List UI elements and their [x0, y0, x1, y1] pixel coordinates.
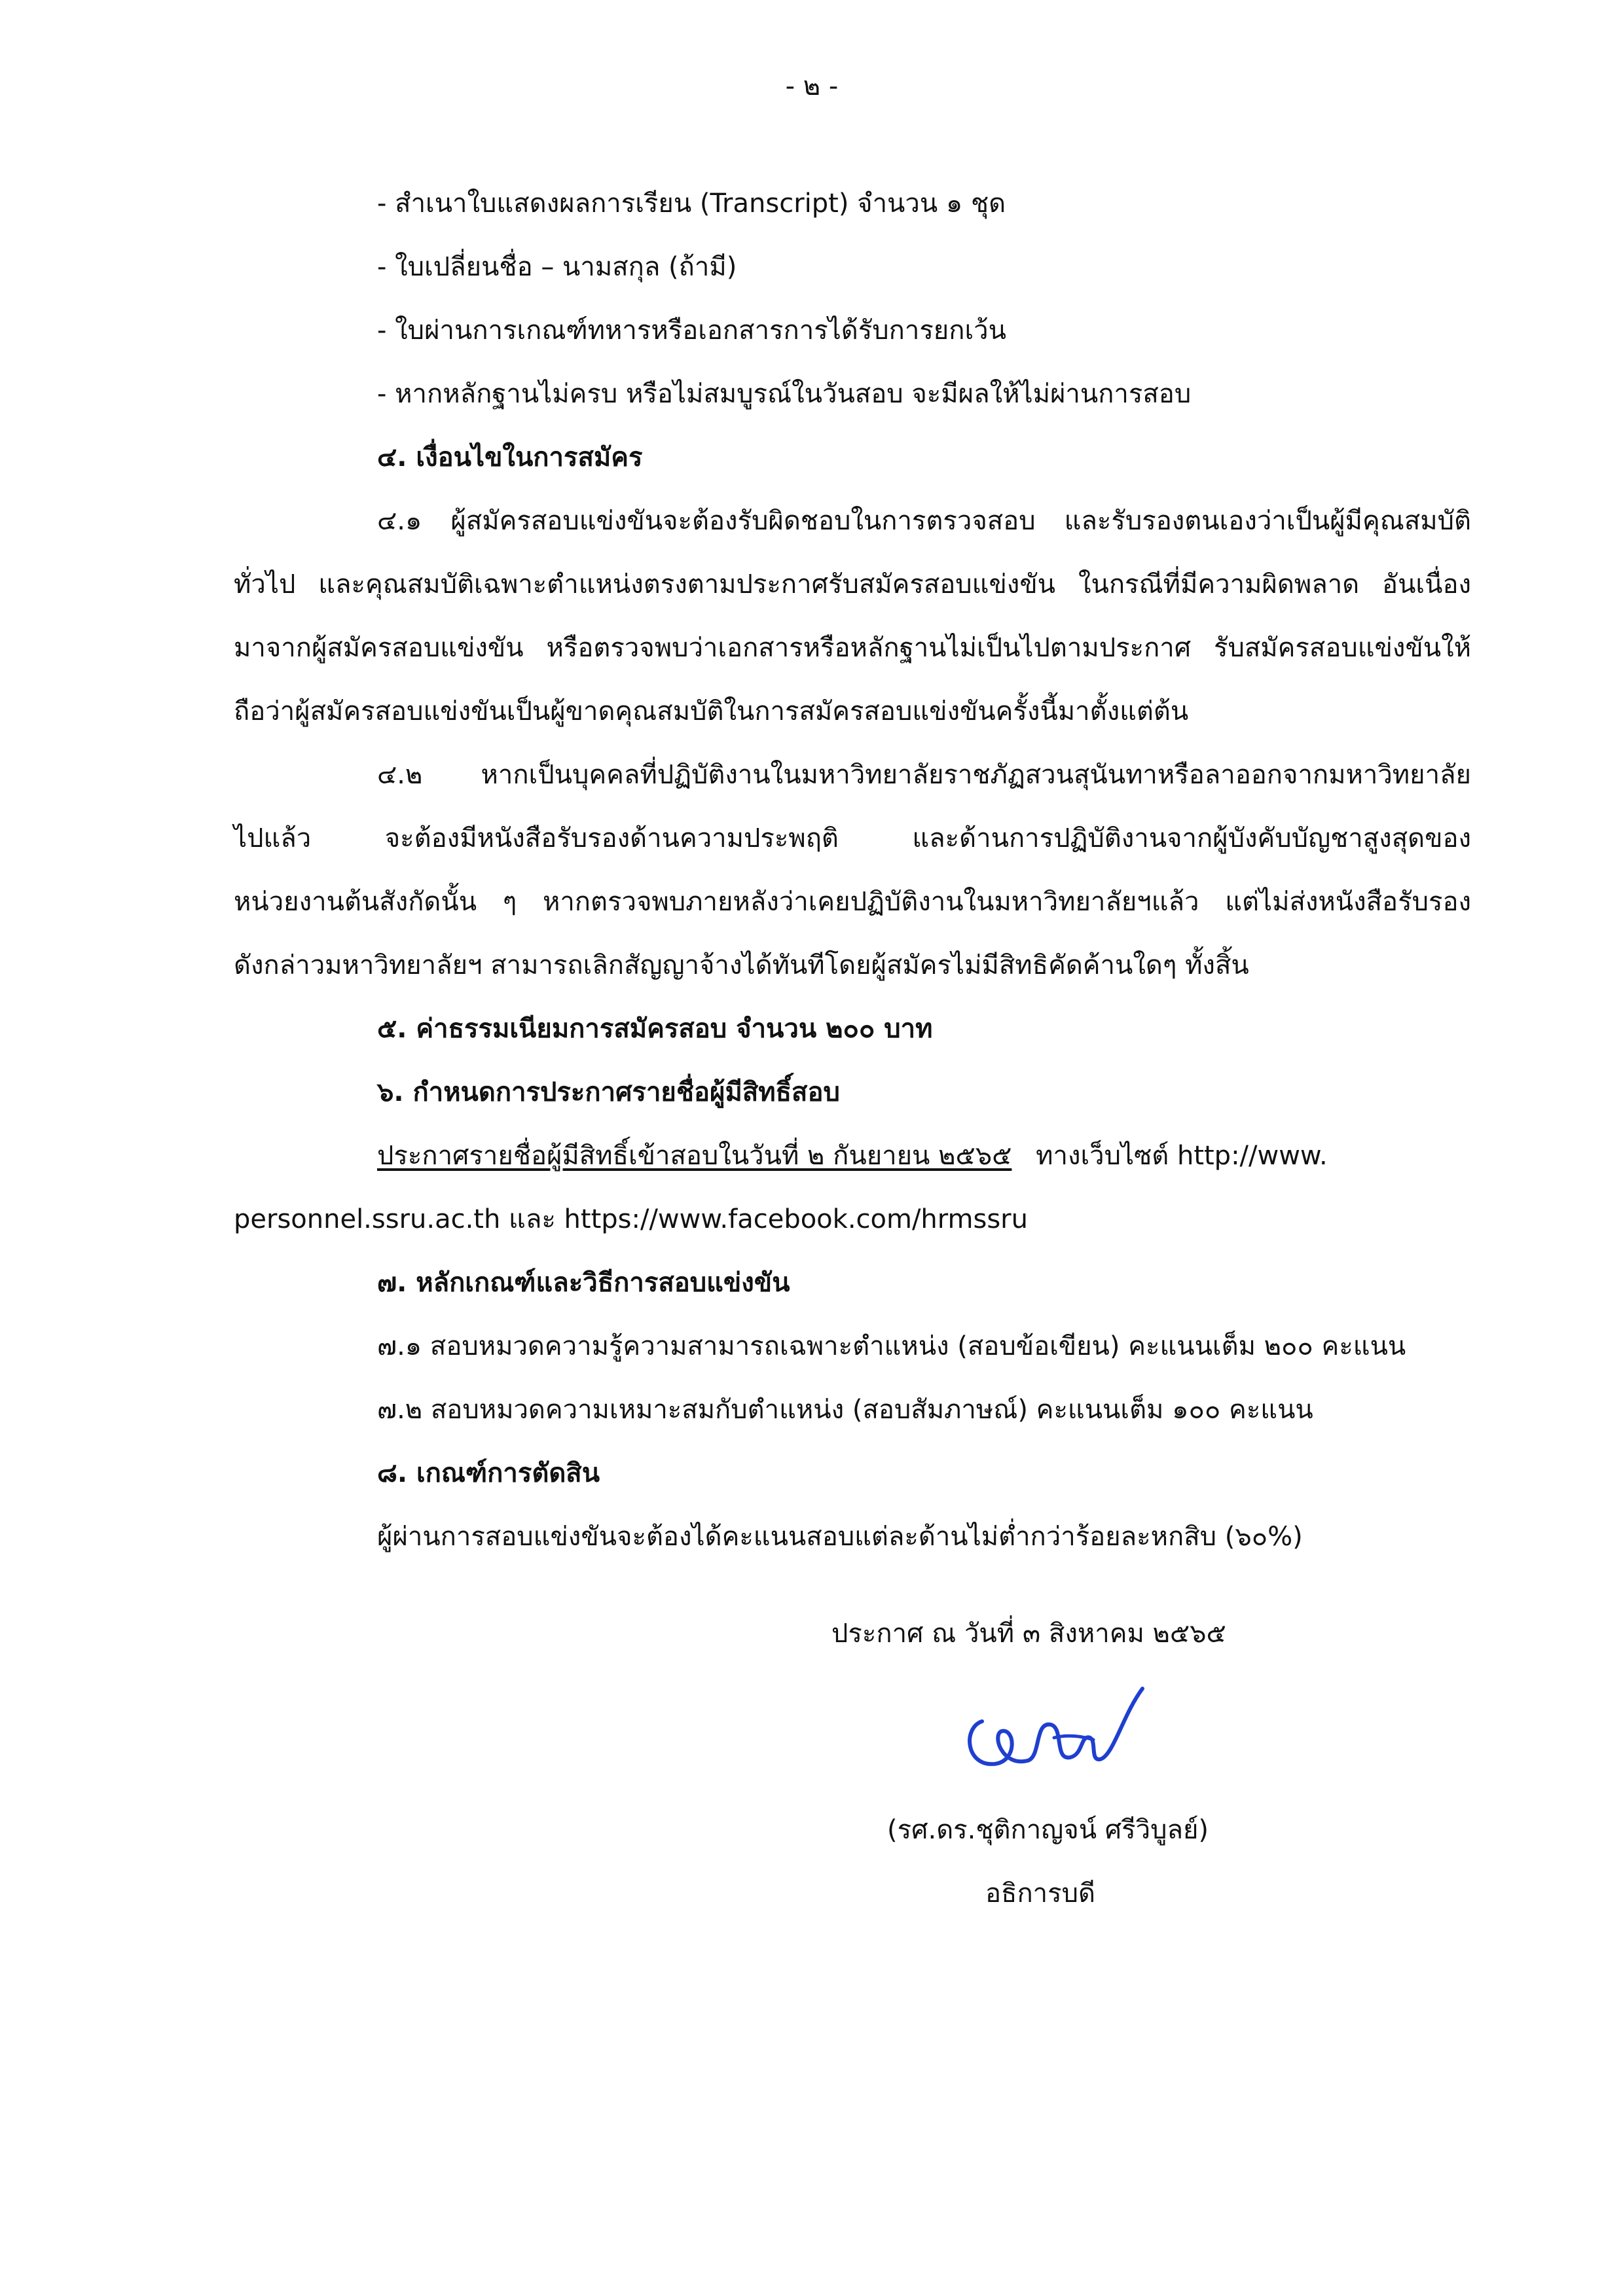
document-list-item: - ใบเปลี่ยนชื่อ – นามสกุล (ถ้ามี): [377, 252, 737, 282]
signature-image: [956, 1676, 1152, 1780]
section-heading: ๘. เกณฑ์การตัดสิน: [377, 1458, 600, 1488]
signature-stroke: [970, 1689, 1142, 1764]
paragraph-line: หน่วยงานต้นสังกัดนั้น ๆ หากตรวจพบภายหลังว่าเคยปฏิบัติงานในมหาวิทยาลัยฯแล้ว แต่ไม่ส่งหนังสือรับรอง: [234, 887, 1471, 917]
paragraph-line: ถือว่าผู้สมัครสอบแข่งขันเป็นผู้ขาดคุณสมบัติในการสมัครสอบแข่งขันครั้งนี้มาตั้งแต่ต้น: [234, 696, 1189, 726]
paragraph-line: มาจากผู้สมัครสอบแข่งขัน หรือตรวจพบว่าเอกสารหรือหลักฐานไม่เป็นไปตามประกาศ รับสมัครสอบแข่งขันให้: [234, 633, 1471, 663]
signatory-title: อธิการบดี: [985, 1878, 1095, 1909]
paragraph-line: ๔.๑ ผู้สมัครสอบแข่งขันจะต้องรับผิดชอบในการตรวจสอบ และรับรองตนเองว่าเป็นผู้มีคุณสมบัติ: [377, 506, 1471, 536]
section-heading: ๗. หลักเกณฑ์และวิธีการสอบแข่งขัน: [377, 1268, 790, 1298]
paragraph-line: ทั่วไป และคุณสมบัติเฉพาะตำแหน่งตรงตามประกาศรับสมัครสอบแข่งขัน ในกรณีที่มีความผิดพลาด อันเนื่อง: [234, 569, 1471, 600]
announcement-line: [377, 1140, 1328, 1172]
section-heading: ๖. กำหนดการประกาศรายชื่อผู้มีสิทธิ์สอบ: [377, 1077, 840, 1107]
document-list-item: - สำเนาใบแสดงผลการเรียน (Transcript) จำนวน ๑ ชุด: [377, 188, 1006, 219]
criteria-item: ๗.๑ สอบหมวดความรู้ความสามารถเฉพาะตำแหน่ง (สอบข้อเขียน) คะแนนเต็ม ๒๐๐ คะแนน: [377, 1331, 1406, 1361]
website-links: personnel.ssru.ac.th และ https://www.facebook.com/hrmssru: [234, 1204, 1028, 1234]
paragraph-line: ดังกล่าวมหาวิทยาลัยฯ สามารถเลิกสัญญาจ้างได้ทันทีโดยผู้สมัครไม่มีสิทธิคัดค้านใดๆ ทั้งสิ้น: [234, 950, 1249, 980]
document-list-item: - ใบผ่านการเกณฑ์ทหารหรือเอกสารการได้รับการยกเว้น: [377, 315, 1006, 346]
judgement-text: ผู้ผ่านการสอบแข่งขันจะต้องได้คะแนนสอบแต่ละด้านไม่ต่ำกว่าร้อยละหกสิบ (๖๐%): [377, 1522, 1303, 1552]
paragraph-line: ๔.๒ หากเป็นบุคคลที่ปฏิบัติงานในมหาวิทยาลัยราชภัฏสวนสุนันทาหรือลาออกจากมหาวิทยาลัย: [377, 760, 1471, 790]
page-number: - ๒ -: [785, 71, 839, 101]
announcement-date: ประกาศ ณ วันที่ ๓ สิงหาคม ๒๕๖๕: [831, 1619, 1226, 1649]
document-list-item: - หากหลักฐานไม่ครบ หรือไม่สมบูรณ์ในวันสอบ จะมีผลให้ไม่ผ่านการสอบ: [377, 379, 1192, 409]
announcement-date-underlined: ประกาศรายชื่อผู้มีสิทธิ์เข้าสอบในวันที่ ๒ กันยายน ๒๕๖๕: [377, 1141, 1012, 1171]
website-label: ทางเว็บไซต์ http://www.: [1036, 1141, 1328, 1171]
criteria-item: ๗.๒ สอบหมวดความเหมาะสมกับตำแหน่ง (สอบสัมภาษณ์) คะแนนเต็ม ๑๐๐ คะแนน: [377, 1395, 1313, 1425]
signatory-name: (รศ.ดร.ชุติกาญจน์ ศรีวิบูลย์): [887, 1815, 1209, 1845]
paragraph-line: ไปแล้ว จะต้องมีหนังสือรับรองด้านความประพฤติ และด้านการปฏิบัติงานจากผู้บังคับบัญชาสูงสุดของ: [234, 823, 1471, 853]
section-heading: ๕. ค่าธรรมเนียมการสมัครสอบ จำนวน ๒๐๐ บาท: [377, 1014, 933, 1044]
section-heading: ๔. เงื่อนไขในการสมัคร: [377, 442, 643, 473]
